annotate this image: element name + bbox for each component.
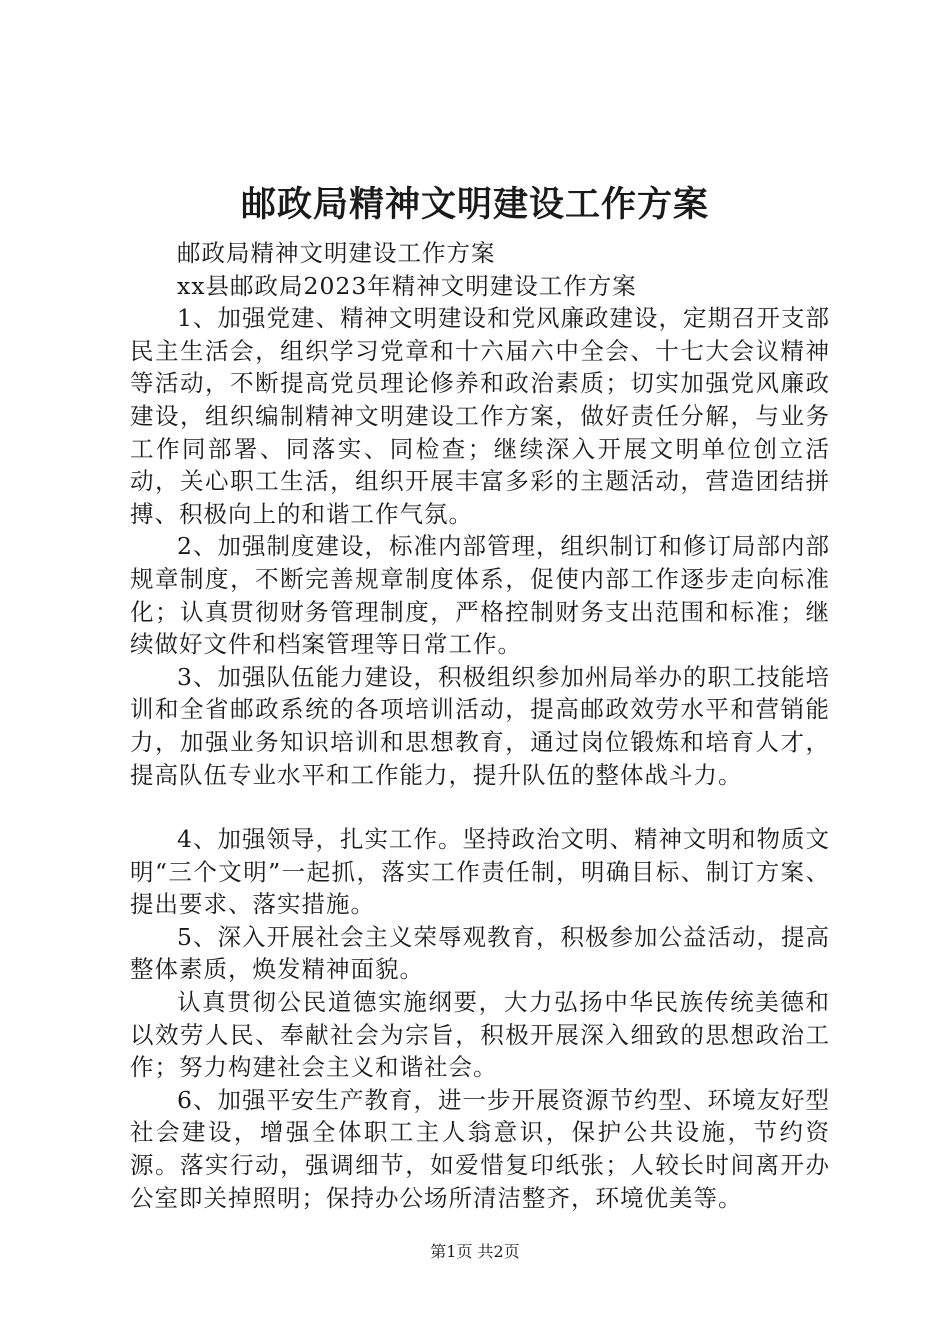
paragraph-item-2: 2、加强制度建设，标准内部管理，组织制订和修订局部内部规章制度，不断完善规章制度体系，促使内部工作逐步走向标准化；认真贯彻财务管理制度，严格控制财务支出范围和标准；继续做好文件和档案管理等日常工作。 (130, 532, 830, 659)
paragraph-item-5: 5、深入开展社会主义荣辱观教育，积极参加公益活动，提高整体素质，焕发精神面貌。 (130, 922, 830, 984)
paragraph-plan-name: xx县邮政局2023年精神文明建设工作方案 (177, 271, 637, 300)
document-title: 邮政局精神文明建设工作方案 (240, 184, 709, 225)
paragraph-item-6: 6、加强平安生产教育，进一步开展资源节约型、环境友好型社会建设，增强全体职工主人翁意识，保护公共设施，节约资源。落实行动，强调细节，如爱惜复印纸张；人较长时间离开办公室即关掉照明；保持办公场所清洁整齐，环境优美等。 (130, 1085, 830, 1212)
paragraph-gap (130, 791, 830, 823)
paragraph-item-1: 1、加强党建、精神文明建设和党风廉政建设，定期召开支部民主生活会，组织学习党章和十六届六中全会、十七大会议精神等活动，不断提高党员理论修养和政治素质；切实加强党风廉政建设，组织编制精神文明建设工作方案，做好责任分解，与业务工作同部署、同落实、同检查；继续深入开展文明单位创立活动，关心职工生活，组织开展丰富多彩的主题活动，营造团结拼搏、积极向上的和谐工作气氛。 (130, 304, 830, 528)
page-number: 第1页 共2页 (430, 1242, 520, 1261)
paragraph-item-5-detail: 认真贯彻公民道德实施纲要，大力弘扬中华民族传统美德和以效劳人民、奉献社会为宗旨，积极开展深入细致的思想政治工作；努力构建社会主义和谐社会。 (130, 988, 830, 1082)
paragraph-subtitle: 邮政局精神文明建设工作方案 (177, 239, 496, 267)
paragraph-item-4: 4、加强领导，扎实工作。坚持政治文明、精神文明和物质文明“三个文明”一起抓，落实工作责任制，明确目标、制订方案、提出要求、落实措施。 (130, 825, 830, 919)
paragraph-item-3: 3、加强队伍能力建设，积极组织参加州局举办的职工技能培训和全省邮政系统的各项培训活动，提高邮政效劳水平和营销能力，加强业务知识培训和思想教育，通过岗位锻炼和培育人才，提高队伍专业水平和工作能力，提升队伍的整体战斗力。 (130, 662, 830, 789)
document-body (130, 237, 830, 1214)
